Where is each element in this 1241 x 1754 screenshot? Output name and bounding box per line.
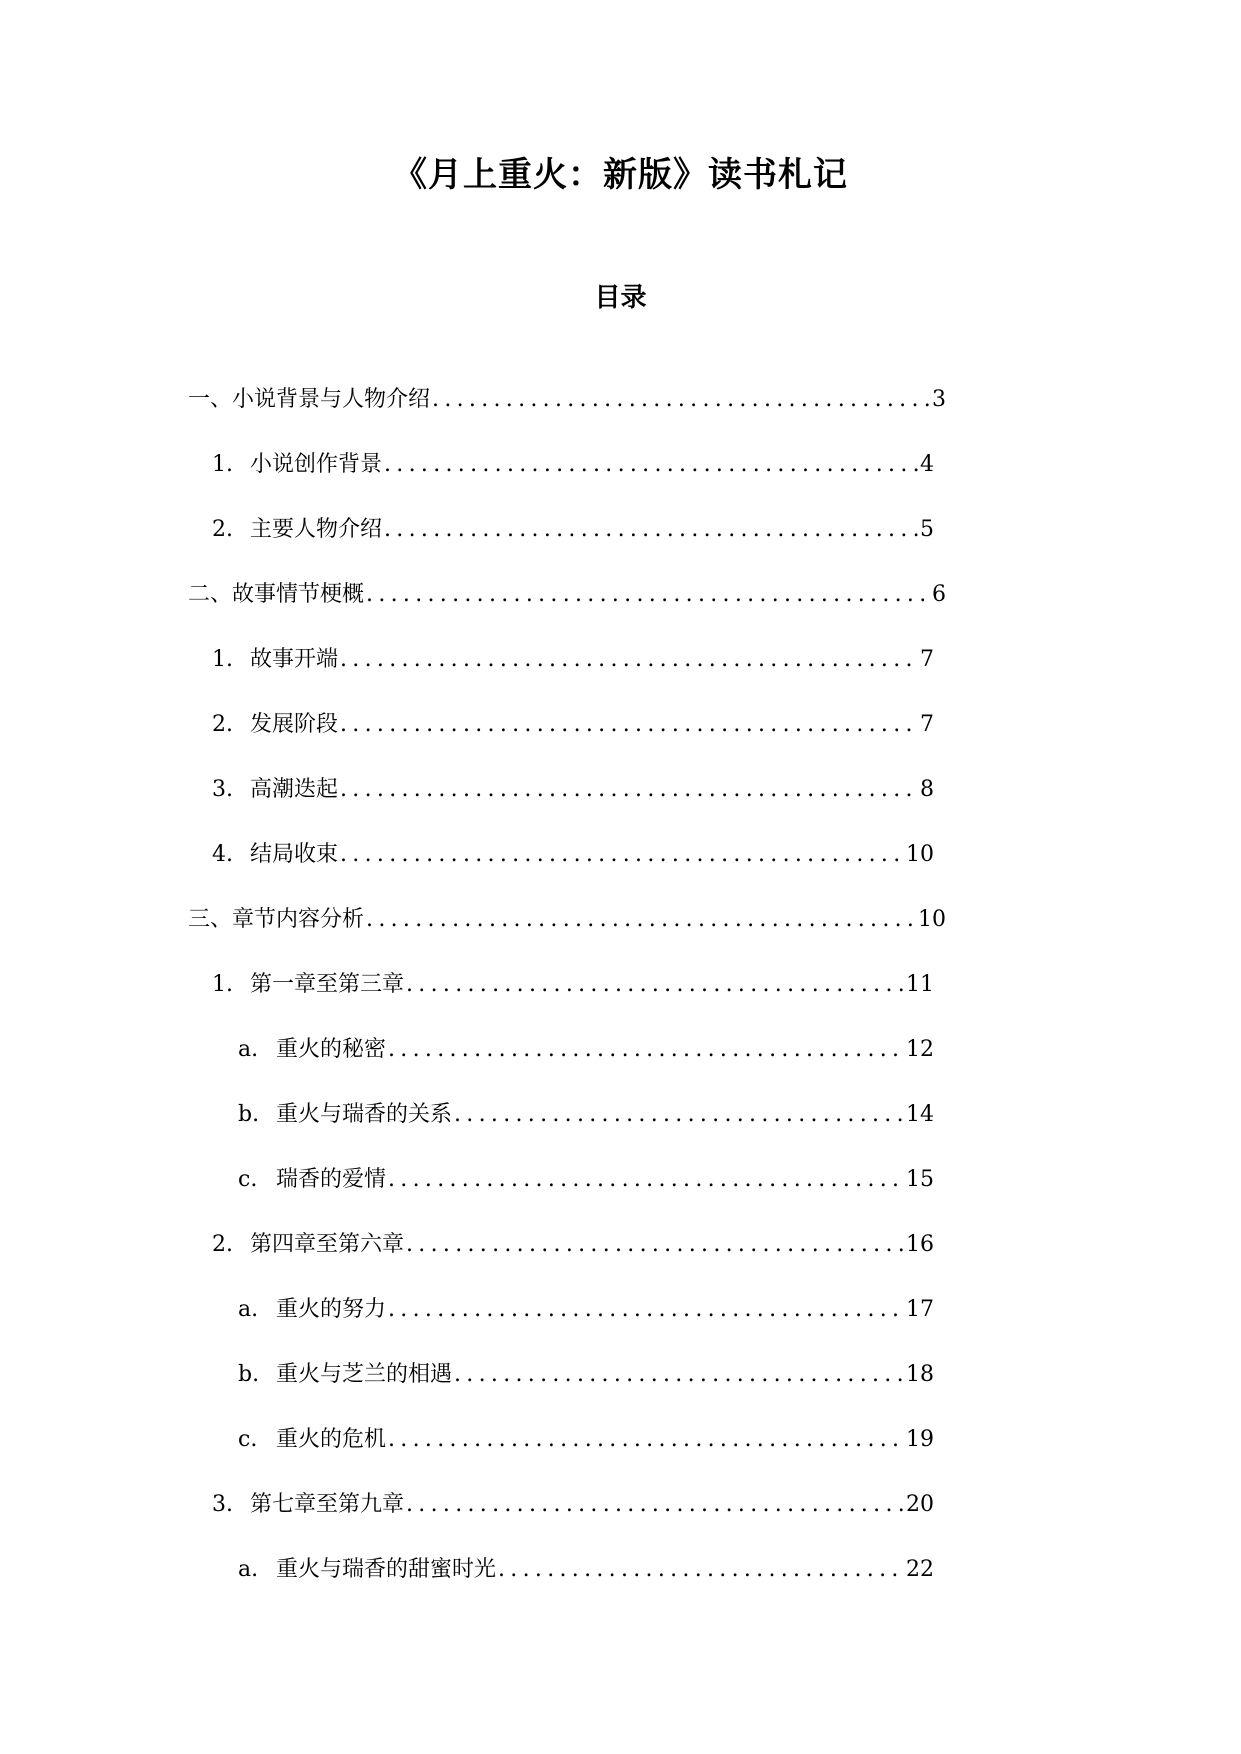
toc-entry-number: 4. <box>212 842 233 867</box>
toc-entry-page: 6 <box>932 582 946 607</box>
toc-entry-label: 第七章至第九章 <box>250 1492 405 1517</box>
toc-dot-leader <box>498 1553 904 1587</box>
toc-dot-leader <box>432 383 930 417</box>
toc-dot-leader <box>454 1098 904 1132</box>
toc-entry-page: 16 <box>906 1232 934 1257</box>
toc-dot-leader <box>340 838 904 872</box>
toc-entry-page: 22 <box>906 1557 934 1582</box>
toc-dot-leader <box>384 513 918 547</box>
toc-entry-label: 小说创作背景 <box>250 452 383 477</box>
toc-dot-leader <box>388 1423 904 1457</box>
toc-entry-label: 重火的危机 <box>276 1427 387 1452</box>
toc-entry-label: 重火与瑞香的甜蜜时光 <box>276 1557 497 1582</box>
toc-entry-number: b. <box>238 1102 260 1127</box>
toc-entry[interactable] <box>212 1488 934 1522</box>
toc-entry-label: 发展阶段 <box>250 712 339 737</box>
toc-entry-page: 5 <box>920 517 934 542</box>
toc-entry-number: 1. <box>212 452 233 477</box>
toc-entry[interactable] <box>188 383 946 417</box>
toc-entry-page: 7 <box>920 647 934 672</box>
toc-dot-leader <box>406 968 904 1002</box>
toc-entry[interactable] <box>238 1033 934 1067</box>
toc-entry-label: 第四章至第六章 <box>250 1232 405 1257</box>
toc-entry-number: 一、 <box>188 387 233 412</box>
toc-entry-number: c. <box>238 1167 258 1192</box>
toc-entry-label: 重火的努力 <box>276 1297 387 1322</box>
toc-entry[interactable] <box>212 968 934 1002</box>
toc-dot-leader <box>406 1488 904 1522</box>
toc-entry-page: 8 <box>920 777 934 802</box>
toc-entry-page: 15 <box>906 1167 934 1192</box>
toc-entry[interactable] <box>238 1098 934 1132</box>
toc-entry-number: 三、 <box>188 907 233 932</box>
toc-entry[interactable] <box>188 903 946 937</box>
toc-entry-number: a. <box>238 1297 259 1322</box>
toc-dot-leader <box>384 448 918 482</box>
toc-entry-number: b. <box>238 1362 260 1387</box>
toc-entry-label: 第一章至第三章 <box>250 972 405 997</box>
toc-entry-page: 20 <box>906 1492 934 1517</box>
toc-entry-label: 章节内容分析 <box>232 907 365 932</box>
toc-entry-label: 高潮迭起 <box>250 777 339 802</box>
toc-dot-leader <box>388 1293 904 1327</box>
toc-entry-label: 结局收束 <box>250 842 339 867</box>
toc-entry[interactable] <box>188 578 946 612</box>
toc-entry[interactable] <box>238 1163 934 1197</box>
toc-entry-label: 小说背景与人物介绍 <box>232 387 431 412</box>
toc-entry-label: 重火与瑞香的关系 <box>276 1102 453 1127</box>
toc-entry[interactable] <box>212 708 934 742</box>
toc-entry-number: a. <box>238 1037 259 1062</box>
toc-entry[interactable] <box>238 1293 934 1327</box>
toc-dot-leader <box>366 903 916 937</box>
toc-dot-leader <box>388 1033 904 1067</box>
toc-entry[interactable] <box>238 1358 934 1392</box>
toc-entry[interactable] <box>212 643 934 677</box>
toc-entry-page: 14 <box>906 1102 934 1127</box>
toc-entry-number: c. <box>238 1427 258 1452</box>
toc-entry[interactable] <box>238 1423 934 1457</box>
toc-dot-leader <box>406 1228 904 1262</box>
toc-dot-leader <box>366 578 930 612</box>
toc-entry-page: 7 <box>920 712 934 737</box>
toc-entry-label: 主要人物介绍 <box>250 517 383 542</box>
document-title: 《月上重火：新版》读书札记 <box>393 155 848 195</box>
toc-entry-number: 1. <box>212 972 233 997</box>
toc-entry[interactable] <box>238 1553 934 1587</box>
toc-entry-page: 12 <box>906 1037 934 1062</box>
toc-dot-leader <box>388 1163 904 1197</box>
toc-entry[interactable] <box>212 448 934 482</box>
toc-entry-number: 2. <box>212 712 233 737</box>
toc-entry[interactable] <box>212 838 934 872</box>
toc-entry-page: 17 <box>906 1297 934 1322</box>
toc-entry[interactable] <box>212 1228 934 1262</box>
toc-heading: 目录 <box>594 283 647 313</box>
toc-entry-page: 18 <box>906 1362 934 1387</box>
toc-entry-page: 11 <box>906 972 934 997</box>
toc-entry-number: 2. <box>212 1232 233 1257</box>
toc-dot-leader <box>340 643 918 677</box>
toc-entry-number: 3. <box>212 1492 233 1517</box>
toc-dot-leader <box>340 773 918 807</box>
toc-entry-label: 重火与芝兰的相遇 <box>276 1362 453 1387</box>
toc-entry-label: 重火的秘密 <box>276 1037 387 1062</box>
toc-entry-label: 故事情节梗概 <box>232 582 365 607</box>
toc-entry-number: 1. <box>212 647 233 672</box>
toc-entry-label: 故事开端 <box>250 647 339 672</box>
toc-entry-label: 瑞香的爱情 <box>276 1167 387 1192</box>
toc-entry-number: 二、 <box>188 582 233 607</box>
toc-dot-leader <box>454 1358 904 1392</box>
toc-entry[interactable] <box>212 513 934 547</box>
toc-dot-leader <box>340 708 918 742</box>
toc-entry[interactable] <box>212 773 934 807</box>
toc-entry-page: 19 <box>906 1427 934 1452</box>
toc-entry-number: 3. <box>212 777 233 802</box>
toc-entry-page: 10 <box>906 842 934 867</box>
toc-entry-number: 2. <box>212 517 233 542</box>
toc-entry-page: 10 <box>918 907 946 932</box>
toc-entry-page: 4 <box>920 452 934 477</box>
toc-entry-page: 3 <box>932 387 946 412</box>
toc-entry-number: a. <box>238 1557 259 1582</box>
